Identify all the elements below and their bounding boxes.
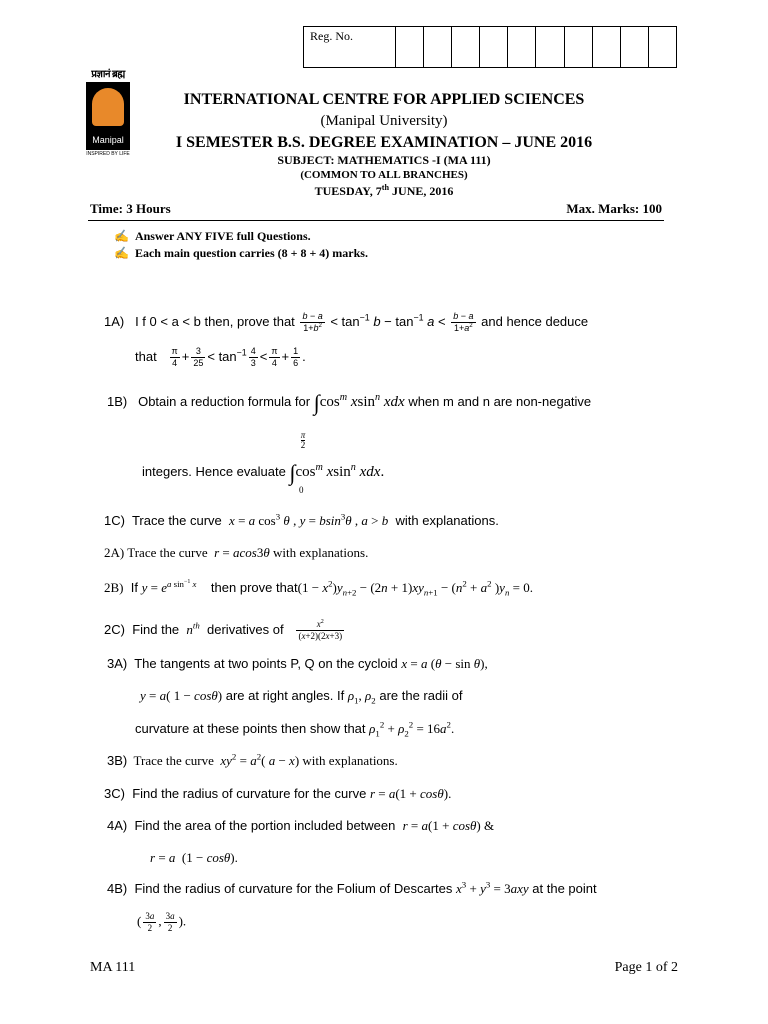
question-4a: 4A) Find the area of the portion included between r = a(1 + cosθ) & [107, 818, 495, 833]
question-label: 3C) [104, 786, 125, 801]
question-3a-line3: curvature at these points then show that $\rho_1^2 + \rho_2^2 = 16a^2$. [135, 719, 455, 739]
question-text: Find the area of the portion included between [134, 818, 396, 833]
reg-cell [396, 27, 424, 67]
reg-cell [565, 27, 593, 67]
university-name: (Manipal University) [320, 113, 448, 129]
question-3b: 3B) Trace the curve $xy^2 = a^2$( a − x) with explanations. [107, 751, 398, 768]
question-text: that [135, 348, 157, 364]
max-marks: Max. Marks: 100 [566, 201, 662, 216]
question-label: 4A) [107, 818, 128, 833]
question-label: 2C) [104, 621, 125, 637]
reg-cell [480, 27, 508, 67]
reg-number-label: Reg. No. [304, 27, 396, 67]
date-suffix: JUNE, 2016 [389, 184, 454, 198]
instruction-text: Answer ANY FIVE full Questions. [134, 229, 311, 243]
question-1c: 1C) Trace the curve x = a $\cos^3 \theta$ , y = bsin$^3$θ , a > b with explanations. [104, 511, 499, 528]
question-label: 3A) [107, 656, 128, 671]
reg-cell [621, 27, 649, 67]
question-label: 1B) [107, 394, 128, 409]
logo-name: Manipal [92, 135, 124, 145]
instruction-item [114, 246, 368, 261]
question-label: 2B) [104, 580, 124, 595]
question-text: at the point [532, 881, 597, 896]
reg-cell [452, 27, 480, 67]
question-text: then prove that [210, 580, 298, 595]
question-text: If [130, 580, 138, 595]
question-1b: 1B) Obtain a reduction formula for $\int\cos^m$ xsin$^n$ xdx when m and n are non-negative [107, 390, 592, 415]
exam-date [0, 184, 768, 199]
subject-line: SUBJECT: MATHEMATICS -I (MA 111) [277, 153, 491, 167]
header-divider [88, 220, 664, 221]
reg-cell [536, 27, 564, 67]
question-text: and hence deduce [481, 313, 589, 329]
reg-number-box [303, 26, 677, 68]
question-3a-line2: y = a( 1 − cosθ) are at right angles. If $\rho_1$, $\rho_2$ are the radii of [140, 688, 463, 706]
institute-title: INTERNATIONAL CENTRE FOR APPLIED SCIENCES [183, 91, 585, 108]
math-fraction: $\frac{b - a}{1+a^2}$ [453, 311, 474, 333]
logo-motto: प्रज्ञानं ब्रह्म [91, 69, 125, 80]
question-text: Find the radius of curvature for the Folium of Descartes [134, 881, 453, 896]
date-prefix: TUESDAY, 7 [314, 184, 382, 198]
question-label: 2A) [104, 545, 125, 560]
question-text: integers. Hence evaluate [142, 464, 286, 479]
math-fraction: $\frac{b - a}{1+b^2}$ [302, 311, 323, 333]
instruction-item [114, 229, 311, 244]
question-3a: 3A) The tangents at two points P, Q on the cycloid x = a (θ − sin θ), [107, 656, 488, 671]
question-text: The tangents at two points P, Q on the cycloid [134, 656, 398, 671]
common-line: (COMMON TO ALL BRANCHES) [300, 169, 468, 181]
question-text: Find the [132, 621, 180, 637]
math-fraction: $\frac{x^2}{(x+2)(2x+3)}$ [298, 619, 343, 641]
question-1a-deduce: that $\frac{\pi}{4}$ + $\frac{3}{25}$ < $\tan^{-1}$ $\frac{4}{3}$ < $\frac{\pi}{4}$ + $\frac{1}{6}$ . [135, 346, 306, 368]
question-text: are at right angles. If [225, 688, 345, 703]
reg-cell [649, 27, 676, 67]
question-4b-point: ( $\frac{3a}{2}$ , $\frac{3a}{2}$ ). [137, 911, 187, 933]
question-text: with explanations. [273, 545, 369, 560]
question-label: 4B) [107, 881, 128, 896]
footer-course-code: MA 111 [90, 960, 136, 975]
question-text: Find the radius of curvature for the curve [132, 786, 367, 801]
question-2b: 2B) If $y = e^{a sin^{-1} x}$ then prove that(1 − $x^2)y_{n+2} - (2n + 1)xy_{n+1} - (n^2 + a^2$ )$y_n = 0$. [104, 578, 533, 598]
question-label: 1A) [104, 313, 125, 329]
reg-cell [508, 27, 536, 67]
question-text: Trace the curve [133, 753, 214, 768]
integral-lower-limit: 0 [299, 485, 304, 495]
instruction-text: Each main question carries (8 + 8 + 4) marks. [134, 246, 368, 260]
question-3c: 3C) Find the radius of curvature for the curve r = a(1 + cosθ). [104, 786, 452, 801]
question-text: curvature at these points then show that [135, 721, 366, 736]
integral-upper-limit: π 2 [300, 430, 306, 450]
question-text: are the radii of [379, 688, 463, 703]
footer-page-number: Page 1 of 2 [614, 960, 678, 975]
question-2c: 2C) Find the $n^{th}$ derivatives of $\frac{x^2}{(x+2)(2x+3)}$ [104, 619, 343, 641]
time-allowed: Time: 3 Hours [90, 201, 171, 216]
question-text: Trace the curve [131, 513, 222, 528]
reg-cell [593, 27, 621, 67]
question-1b-evaluate: integers. Hence evaluate $\int\cos^m$ xsin$^n$ xdx. [142, 460, 385, 485]
question-2a: 2A) Trace the curve r = acos3θ with explanations. [104, 545, 369, 560]
reg-cell [424, 27, 452, 67]
date-sup: th [381, 183, 390, 192]
question-label: 1C) [104, 513, 125, 528]
question-4a-line2: r = a (1 − cosθ). [150, 850, 238, 865]
question-text: Obtain a reduction formula for [138, 394, 311, 409]
question-text: when m and n are non-negative [408, 394, 592, 409]
question-label: 3B) [107, 753, 128, 768]
logo-tagline: INSPIRED BY LIFE [86, 151, 130, 157]
pencil-check-icon: ✍ [114, 229, 129, 243]
exam-title: I SEMESTER B.S. DEGREE EXAMINATION – JUNE 2016 [175, 134, 593, 151]
question-1a: 1A) I f 0 < a < b then, prove that $\frac{b - a}{1+b^2}$ < $\tan^{-1} b - \tan^{-1} a$ < $\frac{b - a}{1+a^2}$ and hence deduce [104, 311, 589, 333]
question-text: I f 0 < a < b then, prove that [135, 313, 295, 329]
question-text: Trace the curve [127, 545, 208, 560]
question-text: with explanations. [395, 513, 499, 528]
question-text: with explanations. [302, 753, 398, 768]
question-text: derivatives of [207, 621, 284, 637]
pencil-check-icon: ✍ [114, 246, 129, 260]
question-4b: 4B) Find the radius of curvature for the Folium of Descartes $x^3 + y^3 = 3axy$ at the point [107, 879, 597, 896]
